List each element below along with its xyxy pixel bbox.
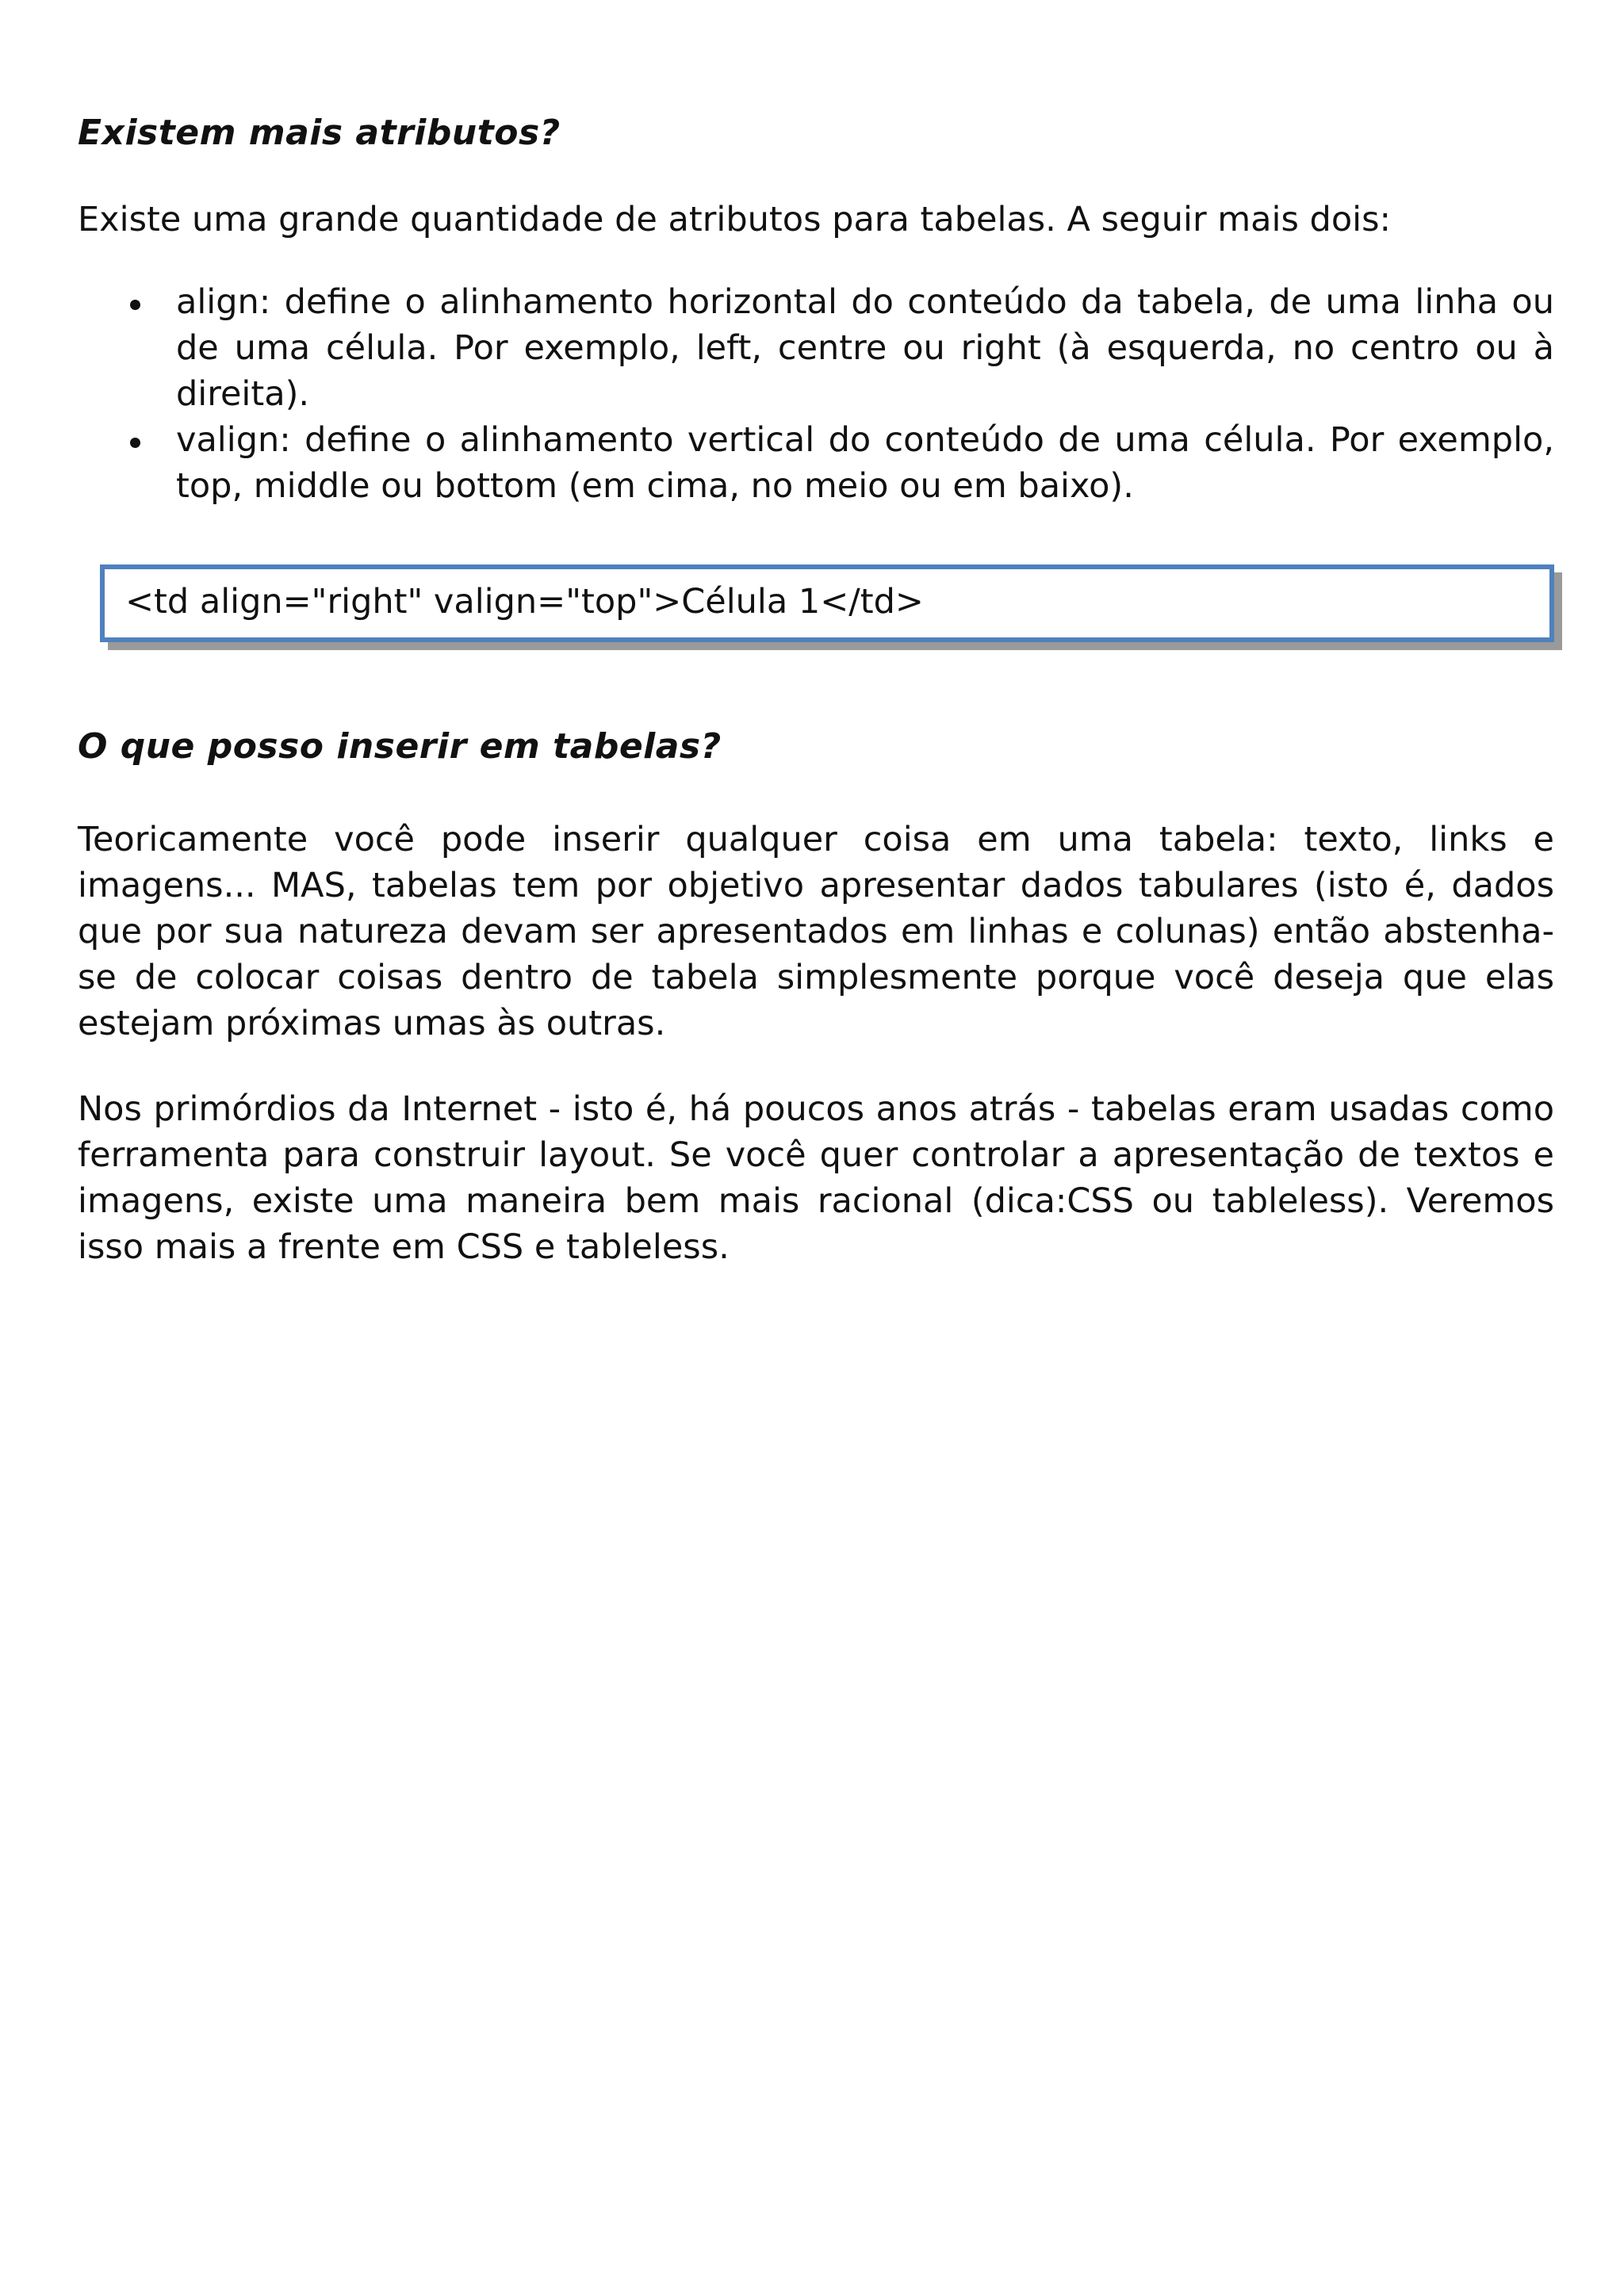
list-item-valign	[78, 417, 1554, 509]
document-page	[78, 111, 1554, 1270]
section-heading-insert: O que posso inserir em tabelas?	[78, 726, 722, 767]
list-item-align	[78, 279, 1554, 417]
intro-paragraph: Existe uma grande quantidade de atributos para tabelas. A seguir mais dois:	[78, 200, 1391, 239]
bullet-icon	[130, 300, 140, 310]
list-item-text: align: define o alinhamento horizontal do conteúdo da tabela, de uma linha ou de uma célula. Por exemplo, left, centre ou right (à esquerda, no centro ou à direita).	[176, 282, 1554, 414]
body-paragraph: Teoricamente você pode inserir qualquer coisa em uma tabela: texto, links e imagens... MAS, tabelas tem por objetivo apresentar dados tabulares (isto é, dados que por sua natureza devam ser apresentados em linhas e colunas) então abstenha-se de colocar coisas dentro de tabela simplesmente porque você deseja que elas estejam próximas umas às outras.	[78, 820, 1554, 1043]
code-example-text: <td align="right" valign="top">Célula 1</td>	[125, 582, 924, 622]
list-item-text: valign: define o alinhamento vertical do conteúdo de uma célula. Por exemplo, top, middle ou bottom (em cima, no meio ou em baixo).	[176, 420, 1554, 506]
section-heading-attributes: Existem mais atributos?	[78, 113, 561, 153]
code-example-box	[100, 564, 1554, 642]
attribute-list	[78, 279, 1554, 509]
body-paragraph: Nos primórdios da Internet - isto é, há poucos anos atrás - tabelas eram usadas como ferramenta para construir layout. Se você quer controlar a apresentação de textos e imagens, existe uma maneira bem mais racional (dica:CSS ou tableless). Veremos isso mais a frente em CSS e tableless.	[78, 1089, 1554, 1267]
bullet-icon	[130, 438, 140, 448]
